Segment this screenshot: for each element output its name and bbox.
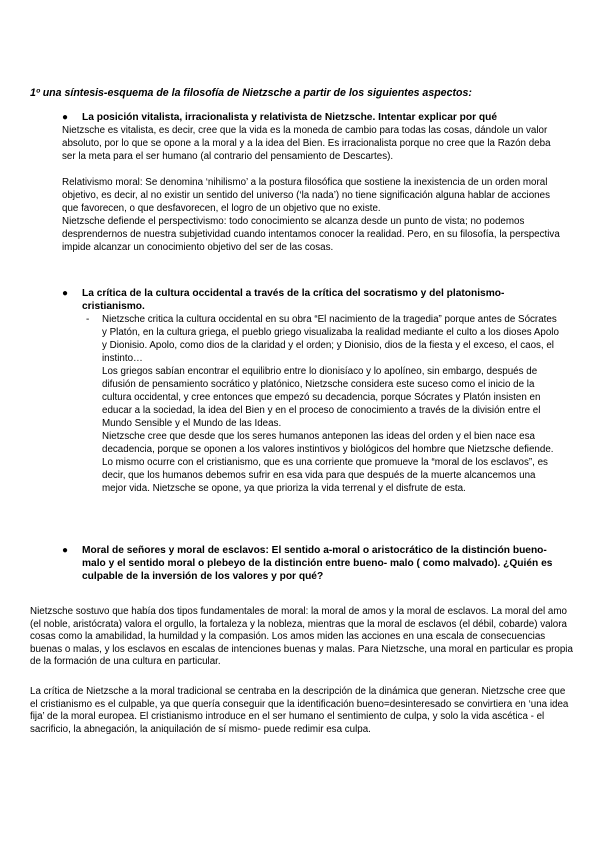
paragraph: Lo mismo ocurre con el cristianismo, que es una corriente que promueve la “moral de los esclavos”, es decir, que los humanos debemos sufrir en esa vida para que después de la muerte alcancemos una mejor vida. Nietzsche se opone, ya que prioriza la vida terrenal y el disfrute de esta. [102,457,548,494]
dash-list-item [84,313,562,495]
section-vitalism [62,111,562,254]
paragraph: Nietzsche defiende el perspectivismo: todo conocimiento se alcanza desde un punto de vista; no podemos desprendernos de nuestra subjetividad cuando intentamos conocer la realidad. Pero, en su filosofía, la perspectiva impide alcanzar un conocimiento objetivo del ser de las cosas. [62,216,560,253]
paragraph-christianity-critique: La crítica de Nietzsche a la moral tradicional se centraba en la descripción de la dinámica que generan. Nietzsche cree que el cristianismo es el culpable, ya que quería conseguir que la identificación bueno=desinteresado se convirtiera en ‘una idea fija’ de la moral europea. El cristianismo introduce en el ser humano el sentimiento de culpa, y solo la vida ascética - el sacrificio, la abnegación, la aniquilación de sí mismo- puede redimir esa culpa. [30,686,569,735]
section-master-slave-morality [62,544,562,583]
bullet-icon: ● [62,112,69,123]
dash-marker: - [86,314,90,325]
paragraph: Nietzsche es vitalista, es decir, cree que la vida es la moneda de cambio para todas las cosas, dándole un valor absoluto, por lo que se opone a la moral y a la idea del Bien. Es irracionalista porque no cree que la Razón deba ser la meta para el ser humano (al contrario del pensamiento de Descartes). [62,125,551,162]
bullet-icon: ● [62,545,69,556]
section-title [62,111,562,124]
paragraph: Nietzsche cree que desde que los seres humanos anteponen las ideas del orden y el bien nace esa decadencia, porque se oponen a los valores instintivos y biológicos del hombre que Nietzsche defiende. [102,431,554,455]
section-title-text: La crítica de la cultura occidental a través de la crítica del socratismo y del platonismo-cristianismo. [82,288,505,312]
section-title-text: Moral de señores y moral de esclavos: El sentido a-moral o aristocrático de la distinción bueno-malo y el sentido moral o plebeyo de la distinción entre bueno- malo ( como malvado). ¿Quién es culpable de la inversión de los valores y por qué? [82,545,553,582]
bullet-icon: ● [62,288,69,299]
section-critique-western-culture [62,287,562,495]
paragraph-master-slave: Nietzsche sostuvo que había dos tipos fundamentales de moral: la moral de amos y la moral de esclavos. La moral del amo (el noble, aristócrata) valora el orgullo, la fortaleza y la nobleza, mientras que la moral de esclavos (el débil, cobarde) valora cosas como la amabilidad, la humildad y la compasión. Los amos miden las acciones en una escala de consecuencias buenas o malas, y los esclavos en escalas de intenciones buenas y malas. Para Nietzsche, una moral en particular es propia de la formación de una cultura en particular. [30,606,573,668]
document-heading: 1º una síntesis-esquema de la filosofía de Nietzsche a partir de los siguientes aspectos: [30,87,472,99]
paragraph: Relativismo moral: Se denomina ‘nihilismo’ a la postura filosófica que sostiene la inexistencia de un orden moral objetivo, es decir, al no existir un sentido del universo (‘la nada’) no tiene significación alguna hablar de acciones que favorecen, o que desfavorecen, el logro de un objetivo que no existe. [62,177,550,214]
paragraph: Los griegos sabían encontrar el equilibrio entre lo dionisíaco y lo apolíneo, sin embargo, después de difusión de pensamiento socrático y platónico, Nietzsche considera este suceso como el inicio de la cultura occidental, y cree entonces que empezó su decadencia, porque Sócrates y Platón insisten en educar a la sociedad, la idea del Bien y en el proceso de conocimiento a través de la división entre el Mundo Sensible y el Mundo de las Ideas. [102,366,541,429]
section-title [62,287,562,313]
section-title-text: La posición vitalista, irracionalista y relativista de Nietzsche. Intentar explicar por qué [82,112,498,123]
paragraph: Nietzsche critica la cultura occidental en su obra “El nacimiento de la tragedia” porque antes de Sócrates y Platón, en la cultura griega, el pueblo griego visualizaba la realidad mediante el culto a los dioses Apolo y Dionisio. Apolo, como dios de la claridad y el orden; y Dionisio, dios de la fiesta y el exceso, el caos, el instinto… [102,314,559,364]
section-title [62,544,562,583]
